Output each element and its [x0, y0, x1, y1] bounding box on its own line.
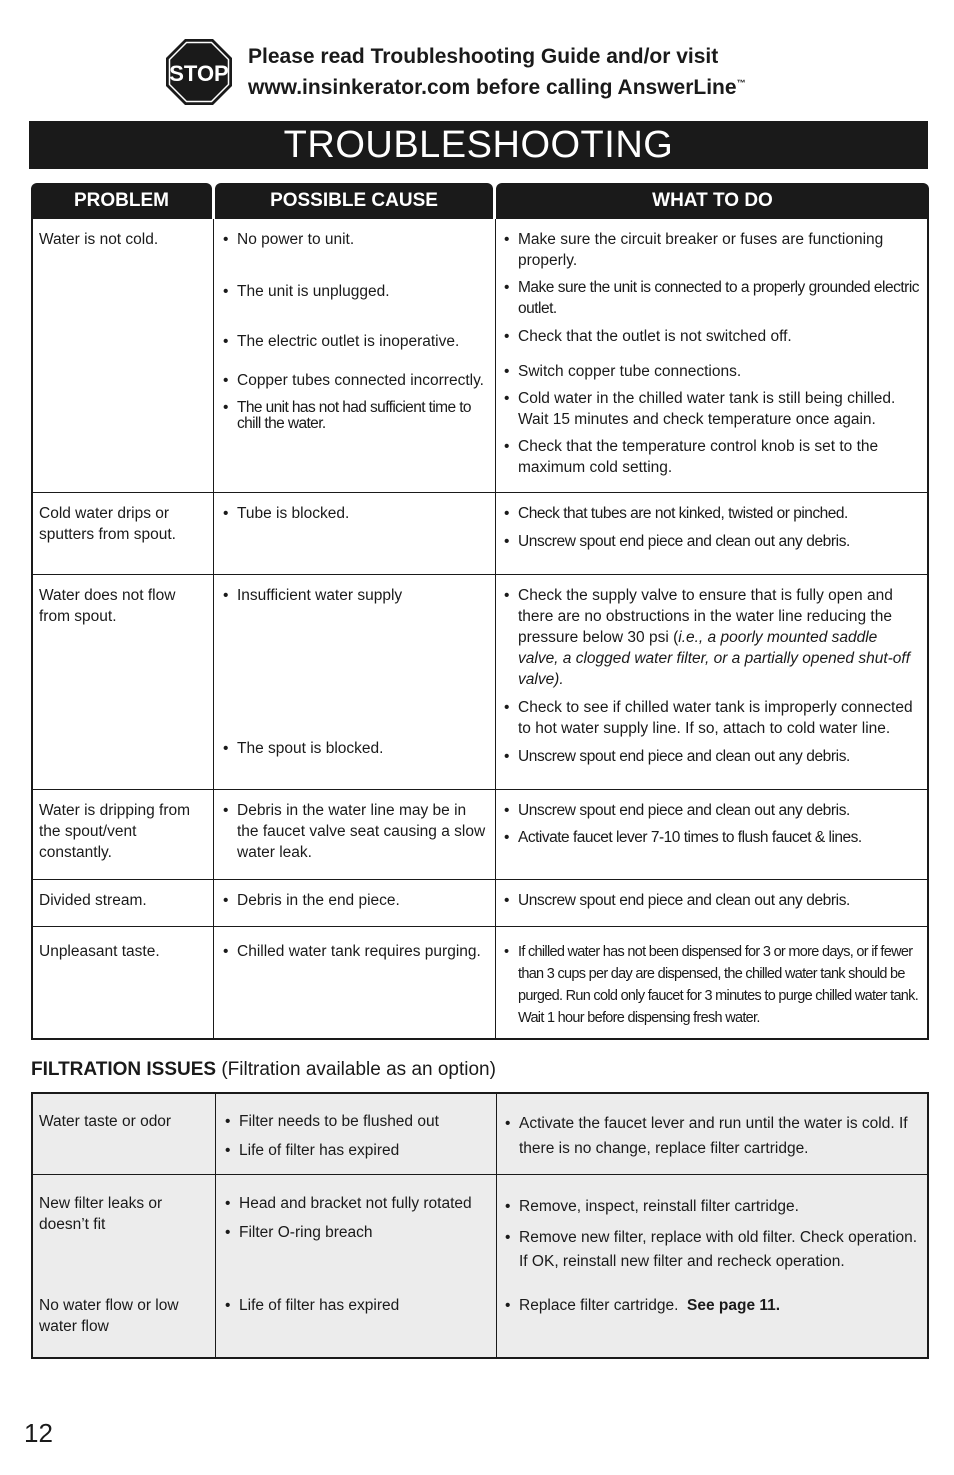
table-header [31, 183, 929, 219]
problem-cell: Water is not cold. [33, 219, 214, 492]
cause-item: • Insufficient water supply [223, 587, 403, 604]
cause-item: • No power to unit. [223, 231, 355, 248]
cause-item: • The unit is unplugged. [223, 283, 390, 300]
problem-cell: Water taste or odor [33, 1094, 216, 1174]
cause-item: • Debris in the water line may be in the faucet valve seat causing a slow water leak. [223, 802, 486, 861]
todo-item: • Check that the outlet is not switched off. [504, 328, 792, 345]
what-to-do-cell [496, 493, 927, 574]
filtration-title [31, 1059, 496, 1081]
cause-item: • Debris in the end piece. [223, 892, 400, 909]
header-possible-cause: POSSIBLE CAUSE [215, 183, 493, 219]
troubleshooting-table [31, 183, 929, 1040]
problem-cell [33, 1175, 216, 1357]
todo-item: • Remove, inspect, reinstall filter cartridge. [505, 1198, 799, 1215]
cause-cell [216, 1094, 497, 1174]
cause-item: • Copper tubes connected incorrectly. [223, 372, 484, 389]
table-row [33, 574, 927, 789]
cause-item: • The electric outlet is inoperative. [223, 333, 460, 350]
notice-line-1: Please read Troubleshooting Guide and/or visit [248, 44, 719, 68]
cause-cell [214, 790, 496, 879]
todo-item: • Check the supply valve to ensure that is fully open and there are no obstructions in the water line reducing the pressure below 30 psi (i.e., a poorly mounted saddle valve, a clogged water filter, or a partially opened shut-off valve). [504, 587, 911, 688]
table-row [33, 926, 927, 1038]
cause-cell [214, 880, 496, 926]
table-row [33, 1174, 927, 1357]
what-to-do-cell [496, 575, 927, 789]
problem-cell: Water does not flow from spout. [33, 575, 214, 789]
todo-item: • Switch copper tube connections. [504, 363, 742, 380]
filtration-table [31, 1092, 929, 1359]
todo-item: • Activate faucet lever 7-10 times to flush faucet & lines. [504, 829, 862, 846]
what-to-do-cell [496, 880, 927, 926]
trademark: ™ [736, 77, 746, 88]
cause-cell [216, 1175, 497, 1357]
problem-cell: Cold water drips or sputters from spout. [33, 493, 214, 574]
todo-item: • Replace filter cartridge. See page 11. [505, 1297, 781, 1314]
filtration-subtitle: (Filtration available as an option) [221, 1059, 496, 1080]
cause-cell [214, 575, 496, 789]
cause-cell [214, 219, 496, 492]
notice-line-2: www.insinkerator.com before calling AnswerLine [248, 75, 737, 99]
cause-item: • Filter needs to be flushed out [225, 1113, 439, 1130]
what-to-do-cell [496, 790, 927, 879]
cause-item: • Chilled water tank requires purging. [223, 943, 481, 960]
table-row [33, 879, 927, 926]
todo-item: • Unscrew spout end piece and clean out any debris. [504, 802, 850, 819]
notice-text [248, 44, 746, 101]
cause-item: • The unit has not had sufficient time to chill the water. [223, 399, 471, 432]
what-to-do-cell [497, 1094, 927, 1174]
header-what-to-do: WHAT TO DO [496, 183, 929, 219]
problem-cell: Unpleasant taste. [33, 927, 214, 1038]
notice-header [165, 38, 746, 106]
todo-item: • Check to see if chilled water tank is improperly connected to hot water supply line. If so, attach to cold water line. [504, 699, 913, 737]
page-title: TROUBLESHOOTING [29, 121, 928, 169]
table-row [33, 492, 927, 574]
todo-item: • Check that tubes are not kinked, twisted or pinched. [504, 505, 848, 522]
table-row [33, 789, 927, 879]
todo-item: • Unscrew spout end piece and clean out any debris. [504, 892, 850, 909]
cause-item: • Life of filter has expired [225, 1297, 400, 1314]
table-row [33, 219, 927, 492]
cause-item: • Filter O-ring breach [225, 1224, 373, 1241]
cause-cell [214, 927, 496, 1038]
cause-cell [214, 493, 496, 574]
cause-item: • The spout is blocked. [223, 740, 384, 757]
table-row [33, 1094, 927, 1174]
todo-item: • Activate the faucet lever and run until the water is cold. If there is no change, replace filter cartridge. [505, 1115, 908, 1157]
todo-item: • If chilled water has not been dispensed for 3 or more days, or if fewer than 3 cups per day are dispensed, the chilled water tank should be purged. Run cold only faucet for 3 minutes to purge chilled water tank. Wait 1 hour before dispensing fresh water. [504, 944, 919, 1026]
problem-cell: Water is dripping from the spout/vent constantly. [33, 790, 214, 879]
what-to-do-cell [496, 927, 927, 1038]
header-problem: PROBLEM [31, 183, 212, 219]
cause-item: • Life of filter has expired [225, 1142, 400, 1159]
filtration-title-bold: FILTRATION ISSUES [31, 1059, 217, 1080]
todo-item: • Check that the temperature control knob is set to the maximum cold setting. [504, 438, 879, 476]
todo-item: • Make sure the circuit breaker or fuses are functioning properly. [504, 231, 884, 269]
what-to-do-cell [497, 1175, 927, 1357]
page-number: 12 [24, 1418, 53, 1448]
stop-sign-icon [165, 38, 233, 106]
problem-text: New filter leaks or doesn’t fit [39, 1195, 163, 1233]
todo-item: • Unscrew spout end piece and clean out any debris. [504, 748, 850, 765]
problem-text: No water flow or low water flow [39, 1297, 179, 1335]
stop-sign-text: STOP [169, 61, 229, 86]
todo-item: • Unscrew spout end piece and clean out any debris. [504, 533, 850, 550]
todo-item: • Remove new filter, replace with old filter. Check operation. If OK, reinstall new filter and recheck operation. [505, 1229, 918, 1270]
todo-item: • Cold water in the chilled water tank is still being chilled. Wait 15 minutes and check temperature once again. [504, 390, 896, 428]
cause-item: • Tube is blocked. [223, 505, 350, 522]
todo-item: • Make sure the unit is connected to a properly grounded electric outlet. [504, 279, 920, 317]
cause-item: • Head and bracket not fully rotated [225, 1195, 472, 1212]
what-to-do-cell [496, 219, 927, 492]
problem-cell: Divided stream. [33, 880, 214, 926]
